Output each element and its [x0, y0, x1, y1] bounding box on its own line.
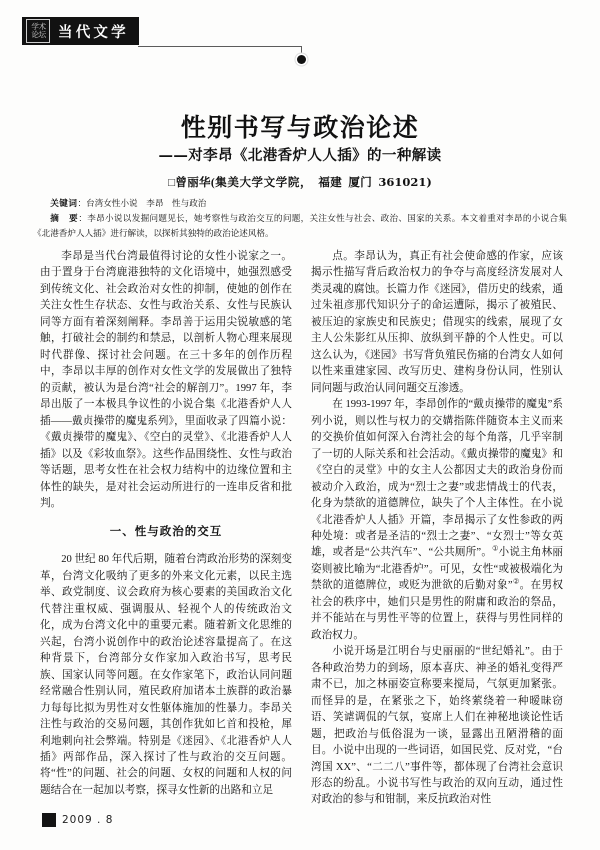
- section-title: 当代文学: [58, 24, 129, 41]
- body-column-right: [311, 249, 563, 809]
- page-title: 性别书写与政治论述: [180, 113, 420, 142]
- paragraph: 在 1993-1997 年，李昂创作的“戴贞操带的魔鬼”系列小说，则以性与权力的交媾指陈伴随资本主义而来的交换价值如何深入台湾社会的每个角落，几乎宰制了一切的人际关系和社会活动。《戴贞操带的魔鬼》和《空白的灵堂》中的女主人公都因丈夫的政治身份而被动介入政治，成为“烈士之妻”或悲情战士的代表，化身为禁欲的道德牌位，缺失了个人主体性。在小说《北港香炉人人插》开篇，李昂揭示了女性参政的两种处境：或者是圣洁的“烈士之妻”、“女烈士”等女英雄，或者是“公共汽车”、“公共厕所”。①小说主角林丽姿则被比喻为“北港香炉”。可见，女性“或被极端化为禁欲的道德牌位，或贬为泄欲的后勤对象”②。在男权社会的秩序中，她们只是男性的附庸和政治的祭品，并不能站在与男性平等的位置上，获得与男性同样的政治权力。: [311, 399, 564, 641]
- author-postcode: 361021): [378, 175, 432, 189]
- abstract-value: ：李昂小说以发掘问题见长，她考察性与政治交互的问题，关注女性与社会、政治、国家的关系。本文着重对李昂的小说合集《北港香炉人人插》进行解读，以探析其独特的政治论述风格。: [33, 212, 567, 238]
- paragraph: 点。李昂认为，真正有社会使命感的作家，应该揭示性描写背后政治权力的争夺与高度经济发展对人类灵魂的腐蚀。长篇力作《迷园》，借历史的线索，通过朱祖彦那代知识分子的命运遭际，揭示了被殖民、被压迫的家族史和民族史；借现实的线索，展现了女主人公朱影红从压抑、放纵到平静的个人性史。可以这么认为，《迷园》书写背负殖民伤痛的台湾女人如何以性来重建家园、改写历史、建构身份认同，性别认同问题与政治认同问题交互渗透。: [311, 251, 563, 394]
- masthead-banner: [22, 17, 139, 45]
- footer-square-mark-icon: [42, 813, 56, 827]
- author-province: 福建: [318, 177, 343, 189]
- author-name: 曾丽华: [175, 177, 211, 189]
- keywords-value: ：台湾女性小说 李昂 性与政治: [77, 198, 207, 208]
- meta-block: [33, 196, 567, 240]
- paragraph: 小说开场是江明台与史丽丽的“世纪婚礼”。由于各种政治势力的到场，原本喜庆、神圣的婚礼变得严肃不已，加之林丽姿宣称要来搅局，气氛更加紧张。而怪异的是，在紧张之下，始终萦绕着一种暧昧窃语、笑谑调侃的气氛，宴席上人们在神秘地谈论性话题，把政治与低俗混为一谈，显露出丑陋滑稽的面目。小说中出现的一些词语，如国民党、反对党，“台湾国 XX”、“二二八”事件等，都体现了台湾社会意识形态的纷乱。小说书写性与政治的双向互动，通过性对政治的参与和钳制，来反抗政治对性: [311, 646, 563, 806]
- author-city: 厦门: [348, 177, 372, 189]
- paragraph: 20 世纪 80 年代后期，随着台湾政治形势的深刻变革，台湾文化吸纳了更多的外来文化元素，以民主选举、政党制度、议会政府为核心要素的美国政治文化代替注重权威、强调服从、轻视个人的传统政治文化，成为台湾文化中的重要元素。随着新文化思维的兴起，台湾小说创作中的政治论述容量提高了。在这种背景下，台湾部分女作家加入政治书写，思考民族、国家认同等问题。在女作家笔下，政治认同问题经常融合性别认同，殖民政府加诸本土族群的政治暴力每每比拟为男性对女性躯体施加的性暴力。李昂关注性与政治的交易问题，其创作犹如匕首和投枪，犀利地刺向社会弊端。特别是《迷园》、《北港香炉人人插》两部作品，深入探讨了性与政治的交互问题。将“性”的问题、社会的问题、女权的问题和人权的问题结合在一起加以考察，探寻女性新的出路和立足: [40, 554, 292, 796]
- keywords-label: 关键词: [50, 198, 78, 208]
- author-affiliation: (集美大学文学院，: [210, 177, 313, 189]
- section-heading: 一、性与政治的交互: [109, 525, 223, 538]
- author-line: [0, 174, 600, 190]
- abstract-line: [33, 211, 567, 241]
- author-bullet-mark: □: [168, 177, 176, 189]
- seal-top-text: 学术: [30, 22, 46, 32]
- journal-seal-icon: [26, 19, 50, 43]
- page-subtitle: ——对李昂《北港香炉人人插》的一种解读: [158, 147, 442, 164]
- abstract-label: 摘 要: [50, 212, 79, 223]
- header-bullet-dot-icon: [297, 55, 306, 64]
- keywords-line: [33, 196, 567, 211]
- paragraph: 李昂是当代台湾最值得讨论的女性小说家之一。由于置身于台湾鹿港独特的文化语境中，她强烈感受到传统文化、社会政治对女性的抑制，使她的创作在关注女性生存状态、女性与政治关系、女性与民族认同等方面有着深刻阐释。李昂善于运用尖锐敏感的笔触，打破社会的制约和禁忌，以剖析人物心理来展现时代群像、探讨社会问题。在三十多年的创作历程中，李昂以丰厚的创作对女性文学的发展做出了独特的贡献，被认为是台湾“社会的解剖刀”。1997 年，李昂出版了一本极具争议性的小说合集《北港香炉人人插——戴贞操带的魔鬼系列》，里面收录了四篇小说：《戴贞操带的魔鬼》、《空白的灵堂》、《北港香炉人人插》以及《彩妆血祭》。这些作品围绕性、女性与政治等话题，思考女性在社会权力结构中的边缘位置和主体性的缺失，是对社会运动所进行的一连串反省和批判。: [40, 251, 292, 510]
- seal-bottom-text: 论坛: [30, 30, 46, 39]
- header-rule-horizontal: [138, 46, 302, 47]
- footer-issue-date: 2009 . 8: [62, 814, 114, 826]
- body-column-left: [40, 249, 292, 799]
